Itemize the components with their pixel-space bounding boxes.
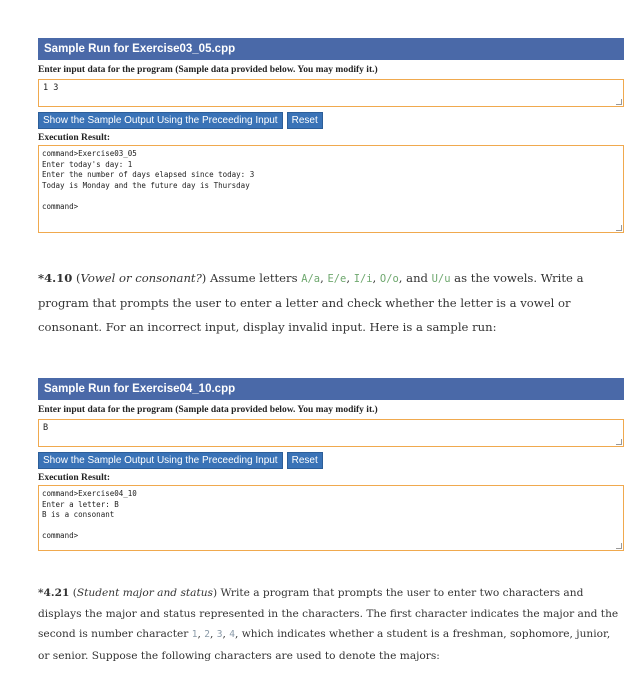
exercise-number: *4.21 (38, 587, 70, 599)
resize-grip-icon[interactable] (616, 439, 622, 445)
sample-run-2 (38, 378, 624, 551)
reset-button[interactable]: Reset (287, 112, 323, 129)
separator: , (346, 271, 354, 285)
code-digit: 3 (216, 629, 223, 640)
result-line: Today is Monday and the future day is Thursday (42, 180, 250, 190)
code-digit: 2 (204, 629, 210, 640)
resize-grip-icon[interactable] (616, 543, 622, 549)
result-line: Enter a letter: B (42, 499, 119, 509)
resize-grip-icon[interactable] (616, 225, 622, 231)
execution-result-label: Execution Result: (38, 473, 111, 483)
sample-input-value: 1 3 (43, 83, 59, 93)
result-line (42, 191, 620, 202)
code-vowel: A/a (301, 273, 321, 285)
exercise-4-10: *4.10 (Vowel or consonant?) Assume letters A/a, E/e, I/i, O/o, and U/u as the vowels. Write a program that prompts the user to enter a letter and check whether the letter is a vowel or consonant. For an incorrect input, display invalid input. Here is a sample run: (38, 271, 584, 334)
result-line: command> (42, 531, 79, 540)
code-vowel: O/o (379, 273, 399, 285)
separator: , (209, 628, 217, 640)
execution-result-label: Execution Result: (38, 133, 111, 143)
execution-result-output[interactable] (38, 485, 624, 551)
result-line: command>Exercise03_05 (42, 149, 137, 158)
exercise-text: Write a program that prompts the user to enter two characters and displays the major and status represented in the characters. The first character indicates the major and the second is number character (38, 587, 619, 640)
result-line: Enter today's day: 1 (42, 159, 133, 169)
code-digit: 1 (191, 629, 198, 640)
sample-run-1 (38, 38, 624, 233)
result-line: command>Exercise04_10 (42, 489, 137, 498)
sample-run-2-header: Sample Run for Exercise04_10.cpp (38, 378, 624, 400)
code-vowel: E/e (327, 273, 347, 285)
exercise-text: Assume letters (206, 271, 302, 285)
show-sample-output-button[interactable]: Show the Sample Output Using the Preceeding Input (38, 452, 283, 469)
separator: , (372, 271, 380, 285)
separator: , (222, 628, 230, 640)
exercise-text: as the vowels. Write a program that prompts the user to enter a letter and check whether the letter is a vowel or consonant. For an incorrect input, display invalid input. Here is a sample run: (38, 271, 584, 334)
reset-button[interactable]: Reset (287, 452, 323, 469)
sample-input-field[interactable] (38, 79, 624, 107)
code-digit: 4 (229, 629, 235, 640)
exercise-text: , which indicates whether a student is a freshman, sophomore, junior, or senior. Suppose the following characters are used to denote the majors: (38, 628, 611, 662)
separator: , (320, 271, 328, 285)
sample-input-field[interactable] (38, 419, 624, 447)
sample-input-value: B (43, 423, 49, 433)
code-vowel: U/u (431, 273, 451, 285)
separator: , (197, 628, 205, 640)
input-label: Enter input data for the program (Sample data provided below. You may modify it.) (38, 65, 378, 75)
result-line: Enter the number of days elapsed since today: 3 (42, 170, 255, 179)
exercise-number: *4.10 (38, 271, 73, 285)
result-line: command> (42, 201, 79, 211)
code-vowel: I/i (353, 273, 373, 285)
result-line: B is a consonant (42, 510, 115, 519)
separator: , and (398, 271, 432, 285)
exercise-title: Vowel or consonant? (80, 271, 202, 285)
button-row (38, 112, 624, 129)
execution-result-output[interactable] (38, 145, 624, 233)
show-sample-output-button[interactable]: Show the Sample Output Using the Preceeding Input (38, 112, 283, 129)
exercise-title: Student major and status (76, 587, 213, 599)
input-label: Enter input data for the program (Sample data provided below. You may modify it.) (38, 405, 378, 415)
sample-run-1-header: Sample Run for Exercise03_05.cpp (38, 38, 624, 60)
result-line (42, 521, 620, 532)
resize-grip-icon[interactable] (616, 99, 622, 105)
button-row (38, 452, 624, 469)
exercise-4-21: *4.21 (Student major and status) Write a program that prompts the user to enter two characters and displays the major and status represented in the characters. The first character indicates the major and the second is number character 1, 2, 3, 4, which indicates whether a student is a freshman, sophomore, junior, or senior. Suppose the following characters are used to denote the majors: (38, 587, 619, 662)
